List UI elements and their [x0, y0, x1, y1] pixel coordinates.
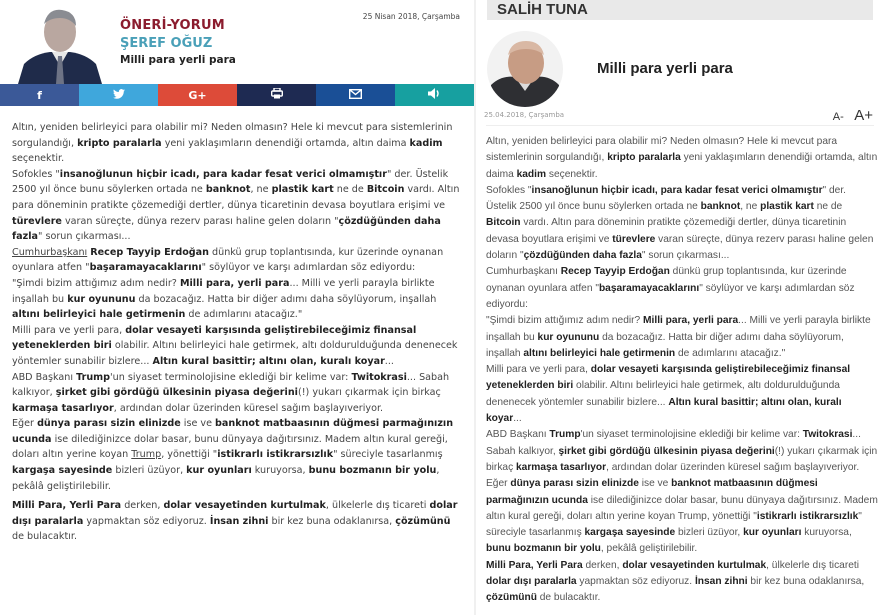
bold-text: istikrarlı istikrarsızlık: [217, 449, 334, 461]
bold-text: dolar dışı paralarla: [12, 500, 458, 527]
bold-text: Twitokrasi: [351, 371, 407, 383]
bold-text: Altın kural basittir; altını olan, kuralı koyar: [486, 396, 842, 425]
paragraph: Altın, yeniden belirleyici para olabilir mi? Neden olmasın? Hele ki mevcut para sistemlerinin sorgulandığı, kripto paralarla yeni yaklaşımların denendiği ortamda, altın daima kadim seçenektir.: [12, 122, 453, 165]
bold-text: dolar vesayetinden kurtulmak: [622, 559, 767, 571]
bold-text: İnsan zihni: [694, 576, 748, 588]
mail-icon: [349, 89, 362, 102]
bold-text: insanoğlunun hiçbir icadı, para kadar fesat verici olmamıştır: [531, 184, 823, 196]
bold-text: Trump: [549, 429, 581, 441]
author-name[interactable]: SALİH TUNA: [497, 1, 588, 18]
paragraph: "Şimdi bizim attığımız adım nedir? Milli para, yerli para... Milli ve yerli parayla birlikte inşallah bu kur oyununu da bozacağız. Hatta bir diğer adımı daha söylüyorum, inşallah altını belirleyici hale getirmenin de adımlarını atacağız.": [12, 277, 437, 321]
bold-text: banknot matbaasının düğmesi parmağınızın ucunda: [12, 418, 454, 445]
bold-text: Milli para, yerli para: [179, 277, 290, 289]
article-date: 25.04.2018, Çarşamba: [484, 111, 565, 119]
bold-text: dolar vesayeti karşısında geliştirebileceğimiz finansal yeteneklerden biri: [12, 324, 417, 352]
paragraph: Milli para ve yerli para, dolar vesayeti karşısında geliştirebileceğimiz finansal yeteneklerden biri olabilir. Altını belirleyici hale getirmek, altı doldurulduğunda denenecek yöntemler sunabilir bizlere... Altın kural basittir; altını olan, kuralı koyar...: [12, 324, 458, 367]
author-name-bar: [487, 0, 873, 20]
bold-text: Bitcoin: [486, 217, 521, 229]
paragraph: "Şimdi bizim attığımız adım nedir? Milli para, yerli para... Milli ve yerli parayla birlikte inşallah bu kur oyununu da bozacağız. Hatta bir diğer adımı daha söylüyorum, inşallah altını belirleyici hale getirmenin de adımlarını atacağız.": [486, 315, 871, 359]
paragraph: Cumhurbaşkanı Recep Tayyip Erdoğan dünkü grup toplantısında, kur üzerinde oynanan oyunlara atfen "başaramayacaklarını" söylüyor ve karşı adımlardan söz ediyordu:: [486, 266, 855, 310]
bold-text: Recep Tayyip Erdoğan: [90, 246, 209, 258]
paragraph: Sofokles "insanoğlunun hiçbir icadı, para kadar fesat verici olmamıştır" der. Üstelik 2500 yıl önce bunu söylerken ortada ne banknot, ne plastik kart ne de Bitcoin vardı. Altın para döneminin pratikte çözemediği dertler, dünya ticaretinin devasa boyutlara erişimi ve türevlere varan süreçte, dünya rezerv parası haline gelen doların "çözdüğünden daha fazla" sorun çıkarması...: [12, 168, 460, 243]
bold-text: istikrarlı istikrarsızlık: [756, 510, 859, 522]
bold-text: banknot matbaasının düğmesi parmağınızın ucunda: [486, 478, 818, 506]
bold-text: plastik kart: [271, 184, 334, 196]
article-body: [486, 134, 878, 607]
article-title: Milli para yerli para: [597, 60, 733, 77]
bold-text: Milli Para, Yerli Para: [486, 559, 583, 571]
twitter-share-button[interactable]: [79, 84, 158, 106]
share-bar: [0, 84, 474, 106]
font-size-controls: [833, 107, 873, 125]
bold-text: Altın kural basittir; altını olan, kuralı koyar: [152, 355, 385, 367]
left-article-header: [0, 0, 470, 84]
bold-text: Milli Para, Yerli Para: [12, 500, 122, 512]
bold-text: insanoğlunun hiçbir icadı, para kadar fesat verici olmamıştır: [59, 168, 387, 180]
bold-text: bunu bozmanın bir yolu: [308, 465, 437, 477]
bold-text: çözümünü: [486, 592, 537, 604]
bold-text: çözdüğünden daha fazla: [12, 215, 441, 243]
bold-text: kripto paralarla: [77, 137, 162, 149]
listen-button[interactable]: [395, 84, 474, 106]
bold-text: karmaşa tasarlıyor: [516, 461, 607, 473]
twitter-icon: [113, 89, 125, 102]
bold-text: dolar dışı paralarla: [486, 576, 577, 588]
bold-text: başaramayacaklarını: [598, 282, 700, 294]
bold-text: banknot: [700, 201, 741, 213]
paragraph: Milli para ve yerli para, dolar vesayeti karşısında geliştirebileceğimiz finansal yeteneklerden biri olabilir. Altını belirleyici hale getirmek, altı doldurulduğunda denenecek yöntemler sunabilir bizlere... Altın kural basittir; altını olan, kuralı koyar...: [486, 364, 851, 425]
bold-text: şirket gibi gördüğü ülkesinin piyasa değerini: [558, 445, 775, 457]
paragraph: Eğer dünya parası sizin elinizde ise ve banknot matbaasının düğmesi parmağınızın ucunda ise dilediğinizce dolar basar, bunu dünyaya dağıtırsınız. Madem altın kural gereği, doları altın yerine koyan Trump, yönettiği "istikrarlı istikrarsızlık" süreciyle tasarlanmış kargaşa sayesinde bizleri üzüyor, kur oyunları kuruyorsa, bunu bozmanın bir yolu, pekâlâ geliştirilebilir.: [486, 478, 878, 555]
paragraph: Sofokles "insanoğlunun hiçbir icadı, para kadar fesat verici olmamıştır" der. Üstelik 2500 yıl önce bunu söylerken ortada ne banknot, ne plastik kart ne de Bitcoin vardı. Altın para döneminin pratikte çözemediği dertler, dünya ticaretinin devasa boyutlara erişimi ve türevlere varan süreçte, dünya rezerv parası haline gelen doların "çözdüğünden daha fazla" sorun çıkarması...: [486, 184, 874, 262]
bold-text: çözümünü: [395, 515, 451, 527]
bold-text: altını belirleyici hale getirmenin: [523, 347, 676, 359]
bold-text: kargaşa sayesinde: [12, 465, 113, 477]
bold-text: dolar vesayeti karşısında geliştirebileceğimiz finansal yeteneklerden biri: [486, 364, 851, 392]
bold-text: İnsan zihni: [209, 515, 269, 527]
column-category: ÖNERİ-YORUM: [120, 18, 225, 33]
article-date: 25 Nisan 2018, Çarşamba: [362, 12, 460, 21]
bold-text: altını belirleyici hale getirmenin: [12, 309, 186, 321]
speaker-icon: [428, 88, 441, 102]
font-increase-button[interactable]: A+: [854, 107, 873, 124]
font-decrease-button[interactable]: A-: [832, 111, 844, 123]
bold-text: Milli para, yerli para: [643, 315, 739, 327]
bold-text: Twitokrasi: [802, 429, 853, 441]
bold-text: dünya parası sizin elinizde: [37, 418, 181, 430]
bold-text: dolar vesayetinden kurtulmak: [163, 500, 326, 512]
paragraph: Eğer dünya parası sizin elinizde ise ve banknot matbaasının düğmesi parmağınızın ucunda ise dilediğinizce dolar basar, bunu dünyaya dağıtırsınız. Madem altın kural gereği, doları altın yerine koyan Trump, yönettiği "istikrarlı istikrarsızlık" süreciyle tasarlanmış kargaşa sayesinde bizleri üzüyor, kur oyunları kuruyorsa, bunu bozmanın bir yolu, pekâlâ geliştirilebilir.: [12, 418, 454, 492]
paragraph: Altın, yeniden belirleyici para olabilir mi? Neden olmasın? Hele ki mevcut para sistemlerinin sorgulandığı, kripto paralarla yeni yaklaşımların denendiği ortamda, altın daima kadim seçenektir.: [486, 136, 878, 180]
paragraph: ABD Başkanı Trump'un siyaset terminolojisine eklediği bir kelime var: Twitokrasi... Sabah kalkıyor, şirket gibi gördüğü ülkesinin piyasa değerini(!) yukarı çıkarmak için birkaç karmaşa tasarlıyor, ardından dolar üzerinden küresel sağım başlayıveriyor.: [12, 371, 450, 414]
bold-text: türevlere: [12, 215, 62, 227]
email-share-button[interactable]: [316, 84, 395, 106]
google-plus-share-button[interactable]: [158, 84, 237, 106]
bold-text: plastik kart: [760, 201, 814, 213]
print-icon: [271, 88, 283, 102]
right-article: [474, 0, 891, 615]
inline-link[interactable]: Trump: [131, 449, 162, 461]
google-plus-icon: G+: [188, 88, 207, 102]
author-photo: [14, 4, 106, 84]
bold-text: kadim: [409, 137, 443, 149]
bold-text: kargaşa sayesinde: [584, 527, 676, 539]
article-title: Milli para yerli para: [120, 54, 236, 66]
bold-text: dünya parası sizin elinizde: [510, 478, 639, 490]
author-name[interactable]: ŞEREF OĞUZ: [120, 36, 213, 51]
paragraph: Milli Para, Yerli Para derken, dolar vesayetinden kurtulmak, ülkelerle dış ticareti dolar dışı paralarla yapmaktan söz ediyoruz. İnsan zihni bir kez buna odaklanırsa, çözümünü de bulacaktır.: [486, 559, 865, 604]
facebook-share-button[interactable]: [0, 84, 79, 106]
print-button[interactable]: [237, 84, 316, 106]
paragraph: ABD Başkanı Trump'un siyaset terminolojisine eklediği bir kelime var: Twitokrasi... Sabah kalkıyor, şirket gibi gördüğü ülkesinin piyasa değerini(!) yukarı çıkarmak için birkaç karmaşa tasarlıyor, ardından dolar üzerinden küresel sağım başlayıveriyor.: [486, 429, 878, 473]
bold-text: kur oyunları: [743, 527, 802, 539]
divider: [486, 125, 874, 126]
article-body: [12, 120, 462, 545]
bold-text: başaramayacaklarını: [89, 262, 202, 274]
facebook-icon: f: [37, 88, 42, 102]
author-photo: [487, 31, 563, 107]
bold-text: kur oyununu: [67, 293, 136, 305]
bold-text: çözdüğünden daha fazla: [523, 250, 642, 262]
bold-text: Trump: [76, 371, 111, 383]
bold-text: kur oyunları: [186, 465, 252, 477]
paragraph: Milli Para, Yerli Para derken, dolar vesayetinden kurtulmak, ülkelerle dış ticareti dolar dışı paralarla yapmaktan söz ediyoruz. İnsan zihni bir kez buna odaklanırsa, çözümünü de bulacaktır.: [12, 500, 458, 543]
bold-text: bunu bozmanın bir yolu: [486, 543, 601, 555]
bold-text: Recep Tayyip Erdoğan: [560, 266, 670, 278]
bold-text: kripto paralarla: [607, 152, 681, 164]
bold-text: karmaşa tasarlıyor: [12, 402, 114, 414]
paragraph: Cumhurbaşkanı Recep Tayyip Erdoğan dünkü grup toplantısında, kur üzerinde oynanan oyunlara atfen "başaramayacaklarını" söylüyor ve karşı adımlardan söz ediyordu:: [12, 246, 444, 274]
bold-text: kur oyununu: [537, 331, 600, 343]
bold-text: türevlere: [612, 233, 656, 245]
bold-text: şirket gibi gördüğü ülkesinin piyasa değerini: [55, 387, 298, 399]
inline-link[interactable]: Cumhurbaşkanı: [12, 246, 88, 258]
bold-text: banknot: [205, 184, 251, 196]
bold-text: Bitcoin: [366, 184, 405, 196]
bold-text: kadim: [516, 168, 547, 180]
